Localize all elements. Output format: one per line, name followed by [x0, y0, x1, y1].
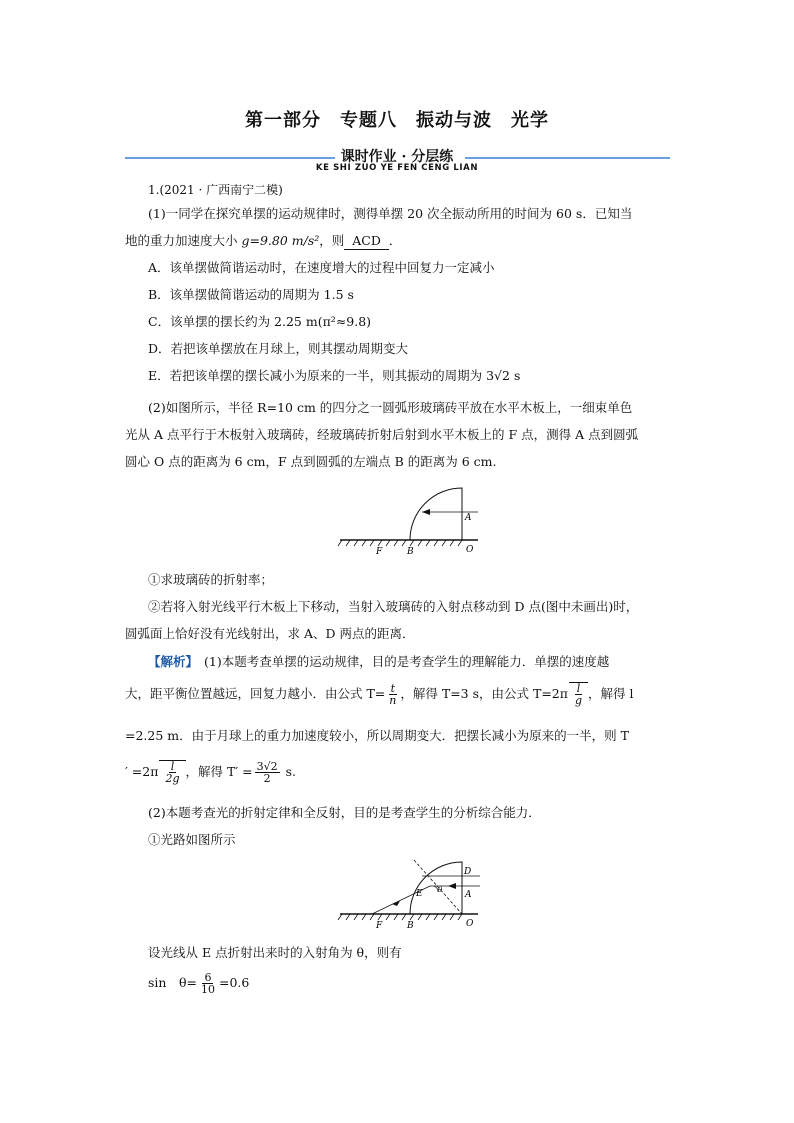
- option-d: D．若把该单摆放在月球上，则其摆动周期变大: [148, 341, 409, 356]
- part2-line3: 圆心 O 点的距离为 6 cm，F 点到圆弧的左端点 B 的距离为 6 cm.: [125, 454, 497, 469]
- part2-line1: (2)如图所示，半径 R=10 cm 的四分之一圆弧形玻璃砖平放在水平木板上，一细束单色: [148, 400, 633, 415]
- label-f2: F: [376, 921, 383, 931]
- figure-light-path: [330, 850, 490, 935]
- answer-blank: ACD: [344, 233, 389, 250]
- label-e: E: [416, 889, 423, 899]
- option-a: A．该单摆做简谐运动时，在速度增大的过程中回复力一定减小: [148, 260, 495, 275]
- part1-line2: 地的重力加速度大小 g=9.80 m/s²，则 ACD ．: [125, 233, 402, 248]
- section-subtitle-en: KE SHI ZUO YE FEN CENG LIAN: [315, 163, 479, 173]
- part1-line1: (1)一同学在探究单摆的运动规律时，测得单摆 20 次全振动所用的时间为 60 s．已知当: [148, 206, 633, 221]
- part2-line2: 光从 A 点平行于木板射入玻璃砖，经玻璃砖折射后射到水平木板上的 F 点，测得 A 点到圆弧: [125, 427, 639, 442]
- section-subtitle: 课时作业 · 分层练: [340, 149, 454, 165]
- label-f: F: [376, 547, 383, 557]
- solution-line5: (2)本题考查光的折射定律和全反射，目的是考查学生的分析综合能力．: [148, 805, 541, 820]
- label-a2: A: [465, 890, 472, 900]
- solution-line8: sin θ= $\frac{6}{10}$ =0.6: [148, 971, 250, 996]
- sub-question-1: ①求玻璃砖的折射率；: [148, 572, 274, 587]
- label-a: A: [465, 513, 472, 523]
- solution-line6: ①光路如图所示: [148, 832, 236, 847]
- sub-question-2-line2: 圆弧面上恰好没有光线射出，求 A、D 两点的距离．: [125, 626, 415, 641]
- label-o2: O: [466, 919, 474, 929]
- option-e: E．若把该单摆的摆长减小为原来的一半，则其振动的周期为 3√2 s: [148, 368, 521, 383]
- question-number: 1.(2021 · 广西南宁二模): [148, 183, 283, 197]
- label-d: D: [464, 867, 472, 877]
- option-c: C．该单摆的摆长约为 2.25 m(π²≈9.8): [148, 314, 372, 329]
- solution-line4: ′ =2π $\frac{l}{2g}$ ，解得 T′ = $\frac{3√2}{2}$ s.: [125, 760, 297, 785]
- label-b2: B: [407, 921, 414, 931]
- solution-line2: 大，距平衡位置越远，回复力越小．由公式 T= $\frac{t}{n}$ ，解得 T=3 s，由公式 T=2π $\frac{l}{g}$ ，解得 l: [125, 682, 634, 707]
- solution-line3: =2.25 m．由于月球上的重力加速度较小，所以周期变大．把摆长减小为原来的一半，则 T: [125, 728, 629, 743]
- solution-line1: 【解析】 (1)本题考查单摆的运动规律，目的是考查学生的理解能力．单摆的速度越: [148, 654, 610, 669]
- solution-tag: 【解析】: [148, 654, 199, 669]
- figure-glass-brick: [330, 478, 490, 558]
- label-o: O: [466, 545, 474, 555]
- page-title: 第一部分 专题八 振动与波 光学: [245, 110, 549, 131]
- sub-question-2-line1: ②若将入射光线平行木板上下移动，当射入玻璃砖的入射点移动到 D 点(图中未画出)时，: [148, 599, 639, 614]
- option-b: B．该单摆做简谐运动的周期为 1.5 s: [148, 287, 354, 302]
- label-theta: θ: [438, 886, 443, 894]
- label-b: B: [407, 547, 414, 557]
- solution-line7: 设光线从 E 点折射出来时的入射角为 θ，则有: [148, 945, 402, 960]
